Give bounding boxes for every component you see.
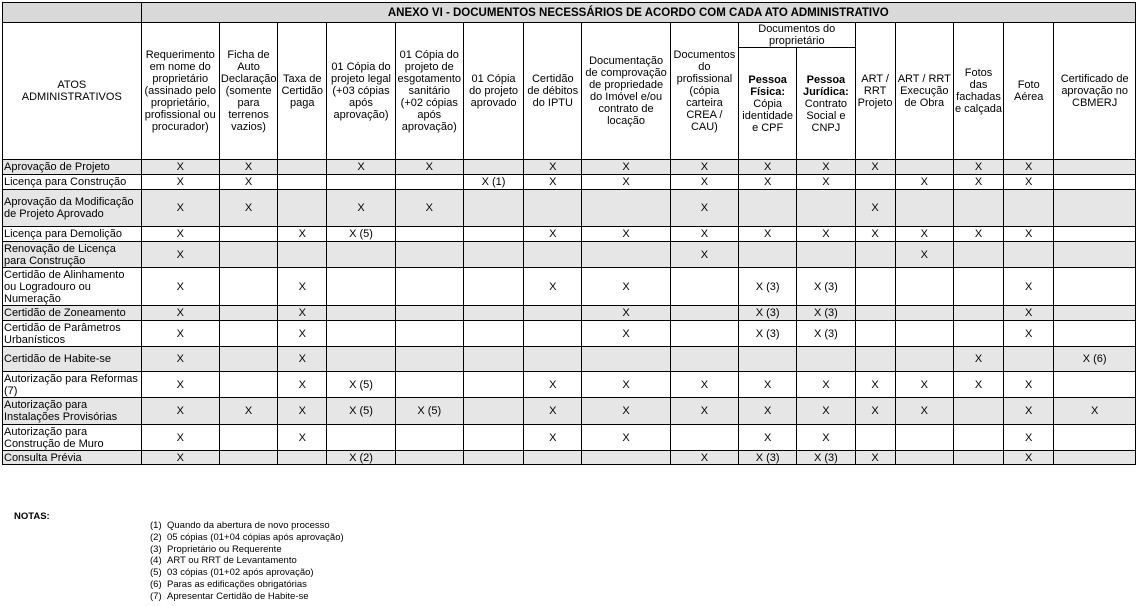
- table-cell: [953, 398, 1003, 425]
- table-cell: [463, 347, 523, 372]
- table-row: [3, 321, 1136, 347]
- table-cell: X: [739, 425, 797, 451]
- table-cell: X: [141, 372, 219, 398]
- table-cell: [327, 175, 395, 190]
- table-cell: X: [1004, 160, 1054, 175]
- table-cell: X: [1004, 398, 1054, 425]
- table-cell: X (3): [739, 268, 797, 306]
- table-cell: X: [278, 425, 327, 451]
- table-row: [3, 160, 1136, 175]
- table-cell: [463, 398, 523, 425]
- table-cell: X: [524, 227, 582, 242]
- table-cell: X: [278, 372, 327, 398]
- table-cell: [463, 425, 523, 451]
- table-cell: [953, 321, 1003, 347]
- table-cell: X: [582, 175, 670, 190]
- header-taxa: Taxa de Certidão paga: [278, 23, 327, 160]
- pessoa-juridica-text: Contrato Social e CNPJ: [804, 97, 847, 134]
- table-cell: [278, 175, 327, 190]
- table-cell: [395, 306, 463, 321]
- table-cell: [219, 268, 277, 306]
- table-cell: [463, 268, 523, 306]
- table-cell: [395, 321, 463, 347]
- table-cell: [1054, 321, 1136, 347]
- table-cell: [1054, 451, 1136, 465]
- table-cell: [278, 242, 327, 268]
- documents-table: [2, 2, 1136, 465]
- table-cell: [953, 190, 1003, 227]
- table-cell: X: [141, 321, 219, 347]
- table-cell: [395, 227, 463, 242]
- table-cell: X: [327, 190, 395, 227]
- table-cell: X (5): [327, 372, 395, 398]
- table-cell: X: [141, 175, 219, 190]
- table-cell: X: [739, 160, 797, 175]
- table-cell: X (2): [327, 451, 395, 465]
- table-cell: X (6): [1054, 347, 1136, 372]
- ato-label: Aprovação da Modificação de Projeto Aprovado: [3, 190, 142, 227]
- table-cell: X: [524, 372, 582, 398]
- pessoa-fisica-text: Cópia identidade e CPF: [742, 97, 794, 134]
- table-cell: X: [524, 268, 582, 306]
- table-cell: [219, 425, 277, 451]
- table-cell: X: [670, 242, 738, 268]
- table-cell: X: [141, 451, 219, 465]
- table-cell: X: [670, 372, 738, 398]
- header-foto-aerea: Foto Aérea: [1004, 23, 1054, 160]
- note-text: 05 cópias (01+04 cópias após aprovação): [167, 531, 344, 543]
- table-cell: X: [895, 398, 953, 425]
- table-cell: [739, 190, 797, 227]
- note-number: (5): [150, 567, 162, 579]
- table-cell: [327, 268, 395, 306]
- table-row: [3, 190, 1136, 227]
- table-cell: X: [797, 227, 855, 242]
- table-cell: [219, 321, 277, 347]
- header-fotos-fachadas: Fotos das fachadas e calçada: [953, 23, 1003, 160]
- table-cell: X: [219, 398, 277, 425]
- table-cell: [327, 425, 395, 451]
- table-cell: X: [1004, 268, 1054, 306]
- table-cell: X: [1004, 306, 1054, 321]
- table-cell: [797, 242, 855, 268]
- table-cell: X (5): [327, 227, 395, 242]
- table-cell: X: [141, 306, 219, 321]
- table-cell: X: [953, 175, 1003, 190]
- table-cell: [524, 242, 582, 268]
- header-copia-aprovado: 01 Cópia do projeto aprovado: [463, 23, 523, 160]
- header-ficha: Ficha de Auto Declaração (somente para terrenos vazios): [219, 23, 277, 160]
- table-cell: [327, 321, 395, 347]
- table-cell: X: [141, 268, 219, 306]
- header-atos: ATOS ADMINISTRATIVOS: [3, 23, 142, 160]
- table-cell: [219, 306, 277, 321]
- table-cell: [582, 347, 670, 372]
- table-cell: X: [524, 175, 582, 190]
- table-cell: [463, 321, 523, 347]
- table-cell: [327, 306, 395, 321]
- note-text: Apresentar Certidão de Habite-se: [167, 590, 309, 602]
- table-cell: X: [1004, 175, 1054, 190]
- table-cell: X: [219, 160, 277, 175]
- table-cell: [582, 242, 670, 268]
- header-art-projeto: ART / RRT Projeto: [855, 23, 895, 160]
- table-row: [3, 268, 1136, 306]
- table-cell: [395, 175, 463, 190]
- note-number: (4): [150, 555, 162, 567]
- table-cell: X (3): [739, 306, 797, 321]
- table-cell: [1054, 190, 1136, 227]
- note-item: [150, 591, 344, 603]
- table-cell: [219, 372, 277, 398]
- header-profissional: Documentos do profissional (cópia carteira CREA / CAU): [670, 23, 738, 160]
- notes-title: NOTAS:: [14, 511, 50, 522]
- table-cell: [1004, 347, 1054, 372]
- table-cell: [219, 242, 277, 268]
- table-cell: [739, 242, 797, 268]
- table-cell: X: [797, 425, 855, 451]
- table-cell: X: [524, 425, 582, 451]
- table-cell: [855, 175, 895, 190]
- table-cell: X: [219, 175, 277, 190]
- table-title: ANEXO VI - DOCUMENTOS NECESSÁRIOS DE ACORDO COM CADA ATO ADMINISTRATIVO: [141, 3, 1135, 23]
- pessoa-juridica-title: Pessoa Jurídica:: [802, 73, 849, 98]
- table-cell: [670, 306, 738, 321]
- table-cell: [278, 160, 327, 175]
- table-cell: X: [278, 321, 327, 347]
- table-cell: [1054, 268, 1136, 306]
- table-cell: [278, 190, 327, 227]
- table-cell: [1004, 242, 1054, 268]
- note-number: (6): [150, 578, 162, 590]
- table-cell: X (5): [395, 398, 463, 425]
- table-cell: [395, 451, 463, 465]
- table-cell: X: [895, 242, 953, 268]
- table-cell: X: [670, 190, 738, 227]
- table-cell: [1054, 242, 1136, 268]
- table-cell: X: [739, 175, 797, 190]
- note-text: 03 cópias (01+02 após aprovação): [167, 567, 314, 579]
- table-cell: X: [278, 398, 327, 425]
- table-cell: X (3): [739, 451, 797, 465]
- table-cell: [524, 321, 582, 347]
- note-number: (3): [150, 543, 162, 555]
- table-cell: [895, 160, 953, 175]
- table-cell: [855, 268, 895, 306]
- table-cell: X (5): [327, 398, 395, 425]
- table-cell: [395, 372, 463, 398]
- table-row: [3, 398, 1136, 425]
- table-cell: [855, 347, 895, 372]
- table-cell: [1054, 160, 1136, 175]
- ato-label: Consulta Prévia: [3, 451, 142, 465]
- table-cell: X: [141, 347, 219, 372]
- table-cell: X: [895, 227, 953, 242]
- header-pessoa-juridica: [797, 48, 855, 160]
- ato-label: Certidão de Habite-se: [3, 347, 142, 372]
- table-cell: X: [582, 321, 670, 347]
- table-cell: [1054, 425, 1136, 451]
- table-cell: [855, 242, 895, 268]
- table-cell: [463, 451, 523, 465]
- table-cell: X: [855, 372, 895, 398]
- table-cell: X: [582, 227, 670, 242]
- header-doc-proprietario: Documentos do proprietário: [739, 23, 855, 48]
- header-pessoa-fisica: [739, 48, 797, 160]
- ato-label: Licença para Construção: [3, 175, 142, 190]
- table-cell: X: [395, 160, 463, 175]
- table-cell: [395, 425, 463, 451]
- table-cell: X (1): [463, 175, 523, 190]
- note-item: [150, 567, 344, 579]
- table-cell: [463, 372, 523, 398]
- table-cell: [739, 347, 797, 372]
- table-cell: [1054, 372, 1136, 398]
- header-cbmerj: Certificado de aprovação no CBMERJ: [1054, 23, 1136, 160]
- table-cell: [953, 268, 1003, 306]
- table-cell: [219, 227, 277, 242]
- ato-label: Renovação de Licença para Construção: [3, 242, 142, 268]
- table-cell: [953, 306, 1003, 321]
- table-cell: [582, 190, 670, 227]
- ato-label: Aprovação de Projeto: [3, 160, 142, 175]
- table-cell: X: [1004, 372, 1054, 398]
- table-cell: [797, 347, 855, 372]
- table-row: [3, 451, 1136, 465]
- note-number: (2): [150, 531, 162, 543]
- note-text: Paras as edificações obrigatórias: [167, 578, 307, 590]
- table-cell: [895, 190, 953, 227]
- table-cell: X: [953, 227, 1003, 242]
- table-row: [3, 372, 1136, 398]
- table-cell: X: [141, 190, 219, 227]
- table-cell: X: [582, 372, 670, 398]
- table-cell: X: [670, 227, 738, 242]
- note-text: Quando da abertura de novo processo: [167, 520, 330, 531]
- header-propriedade: Documentação de comprovação de propriedade do Imóvel e/ou contrato de locação: [582, 23, 670, 160]
- table-cell: [953, 242, 1003, 268]
- pessoa-fisica-title: Pessoa Física:: [748, 73, 787, 98]
- ato-label: Certidão de Parâmetros Urbanísticos: [3, 321, 142, 347]
- ato-label: Autorização para Construção de Muro: [3, 425, 142, 451]
- table-cell: [524, 451, 582, 465]
- table-cell: [895, 306, 953, 321]
- note-item: [150, 544, 344, 556]
- table-cell: [855, 321, 895, 347]
- table-cell: [670, 268, 738, 306]
- table-cell: X: [141, 425, 219, 451]
- note-item: [150, 520, 344, 532]
- table-cell: [1054, 227, 1136, 242]
- note-item: [150, 555, 344, 567]
- table-cell: [463, 227, 523, 242]
- table-cell: [463, 190, 523, 227]
- table-cell: X: [670, 175, 738, 190]
- table-cell: X: [953, 347, 1003, 372]
- table-cell: [895, 268, 953, 306]
- table-cell: X: [582, 306, 670, 321]
- table-cell: X: [1004, 321, 1054, 347]
- note-text: ART ou RRT de Levantamento: [167, 555, 297, 567]
- header-copia-legal: 01 Cópia do projeto legal (+03 cópias após aprovação): [327, 23, 395, 160]
- table-cell: [278, 451, 327, 465]
- header-art-execucao: ART / RRT Execução de Obra: [895, 23, 953, 160]
- table-cell: X: [278, 347, 327, 372]
- table-cell: [219, 451, 277, 465]
- table-cell: X: [855, 190, 895, 227]
- title-spacer: [3, 3, 142, 23]
- table-cell: X: [895, 175, 953, 190]
- table-cell: X: [670, 451, 738, 465]
- header-iptu: Certidão de débitos do IPTU: [524, 23, 582, 160]
- note-number: (1): [150, 520, 162, 531]
- note-item: [150, 532, 344, 544]
- table-cell: X: [582, 160, 670, 175]
- table-cell: [463, 160, 523, 175]
- table-cell: X: [1054, 398, 1136, 425]
- table-cell: X: [524, 160, 582, 175]
- table-cell: [524, 306, 582, 321]
- table-cell: X: [797, 175, 855, 190]
- table-cell: X: [219, 190, 277, 227]
- table-cell: X: [395, 190, 463, 227]
- notes-list: [150, 520, 344, 603]
- table-row: [3, 175, 1136, 190]
- table-cell: X: [855, 451, 895, 465]
- table-cell: [670, 425, 738, 451]
- header-copia-esgotamento: 01 Cópia do projeto de esgotamento sanitário (+02 cópias após aprovação): [395, 23, 463, 160]
- table-cell: X: [278, 306, 327, 321]
- ato-label: Autorização para Reformas (7): [3, 372, 142, 398]
- table-cell: X: [855, 227, 895, 242]
- table-row: [3, 227, 1136, 242]
- table-cell: X: [582, 268, 670, 306]
- table-cell: X: [670, 160, 738, 175]
- table-cell: [895, 425, 953, 451]
- table-cell: X: [953, 160, 1003, 175]
- table-cell: [395, 268, 463, 306]
- table-cell: X: [141, 227, 219, 242]
- table-cell: [1054, 306, 1136, 321]
- table-cell: X (3): [797, 268, 855, 306]
- table-cell: [895, 321, 953, 347]
- table-cell: [895, 451, 953, 465]
- table-cell: X: [141, 160, 219, 175]
- ato-label: Licença para Demolição: [3, 227, 142, 242]
- table-cell: X: [1004, 425, 1054, 451]
- ato-label: Autorização para Instalações Provisórias: [3, 398, 142, 425]
- table-cell: [524, 190, 582, 227]
- header-requerimento: Requerimento em nome do proprietário (assinado pelo proprietário, profissional ou procurador): [141, 23, 219, 160]
- table-cell: [463, 242, 523, 268]
- table-cell: X: [855, 398, 895, 425]
- table-cell: X: [739, 398, 797, 425]
- table-cell: [327, 347, 395, 372]
- table-cell: [855, 425, 895, 451]
- table-cell: [670, 321, 738, 347]
- table-cell: X: [739, 372, 797, 398]
- table-cell: X: [582, 398, 670, 425]
- table-cell: [582, 451, 670, 465]
- table-body: [3, 160, 1136, 465]
- table-cell: X: [797, 398, 855, 425]
- table-cell: X (3): [797, 306, 855, 321]
- table-cell: X: [953, 372, 1003, 398]
- table-cell: [1004, 190, 1054, 227]
- table-cell: [463, 306, 523, 321]
- note-item: [150, 579, 344, 591]
- table-cell: X: [739, 227, 797, 242]
- table-cell: [953, 425, 1003, 451]
- table-cell: X: [670, 398, 738, 425]
- table-cell: X: [797, 372, 855, 398]
- table-cell: [524, 347, 582, 372]
- table-row: [3, 347, 1136, 372]
- note-text: Proprietário ou Requerente: [167, 543, 282, 555]
- table-cell: X (3): [797, 321, 855, 347]
- table-cell: X: [582, 425, 670, 451]
- table-cell: [395, 242, 463, 268]
- ato-label: Certidão de Zoneamento: [3, 306, 142, 321]
- table-row: [3, 306, 1136, 321]
- table-cell: [797, 190, 855, 227]
- table-cell: X: [797, 160, 855, 175]
- table-cell: X: [327, 160, 395, 175]
- table-cell: X: [1004, 227, 1054, 242]
- table-cell: X: [895, 372, 953, 398]
- table-cell: [895, 347, 953, 372]
- table-cell: X: [278, 227, 327, 242]
- table-cell: X: [1004, 451, 1054, 465]
- table-cell: [327, 242, 395, 268]
- table-cell: X: [278, 268, 327, 306]
- table-cell: [855, 306, 895, 321]
- table-row: [3, 242, 1136, 268]
- table-cell: X: [141, 242, 219, 268]
- table-cell: X (3): [797, 451, 855, 465]
- table-cell: [219, 347, 277, 372]
- table-cell: X (3): [739, 321, 797, 347]
- table-cell: [395, 347, 463, 372]
- table-cell: [1054, 175, 1136, 190]
- table-cell: X: [524, 398, 582, 425]
- table-cell: [670, 347, 738, 372]
- table-cell: [953, 451, 1003, 465]
- table-cell: X: [855, 160, 895, 175]
- table-row: [3, 425, 1136, 451]
- note-number: (7): [150, 590, 162, 602]
- ato-label: Certidão de Alinhamento ou Logradouro ou Numeração: [3, 268, 142, 306]
- table-cell: X: [141, 398, 219, 425]
